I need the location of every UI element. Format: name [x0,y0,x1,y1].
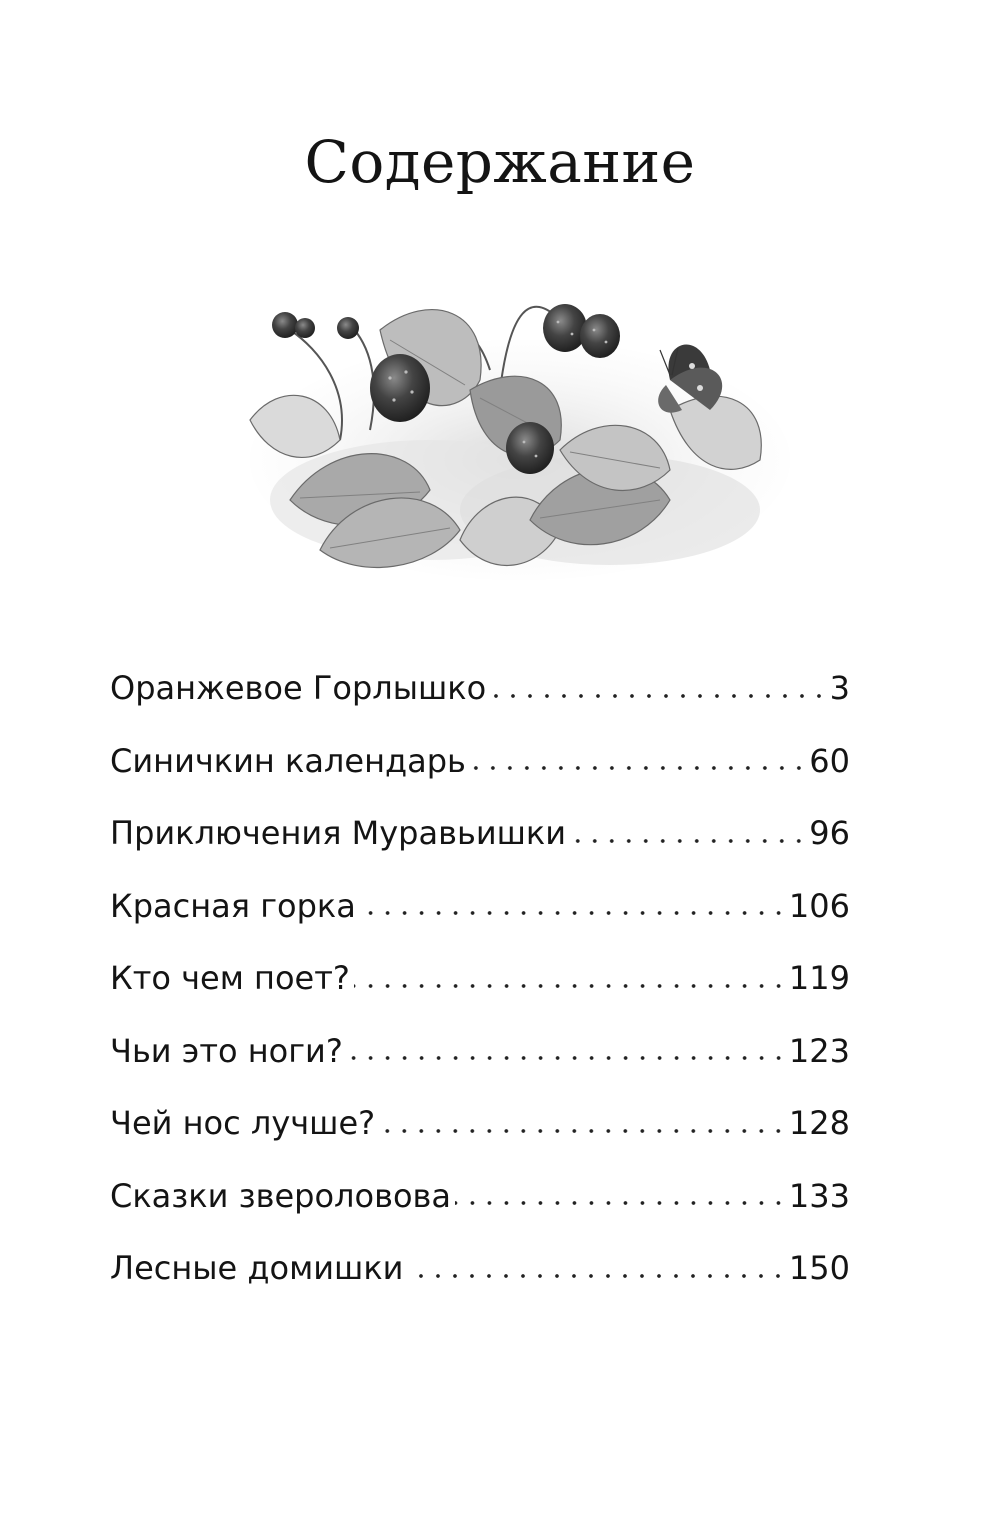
toc-entry-page: 119 [788,959,850,997]
toc-entry-title: Красная горка [110,886,356,925]
dot-leader [470,753,807,783]
toc-entry-page: 3 [829,669,850,707]
strawberry-butterfly-illustration [230,270,790,600]
toc-entry-page: 150 [788,1249,850,1287]
toc-entry[interactable] [110,1093,850,1166]
dot-leader [407,1261,786,1291]
dot-leader [360,898,787,928]
toc-entry-title: Синичкин календарь [110,741,466,780]
toc-entry-title: Лесные домишки [110,1249,404,1287]
toc-entry[interactable] [110,876,850,949]
toc-entry[interactable] [110,1021,850,1094]
toc-entry[interactable] [110,1166,850,1239]
toc-entry[interactable] [110,658,850,731]
toc-entry-title: Чей нос лучше? [110,1104,376,1142]
toc-entry-title: Сказки звероловова [110,1176,451,1215]
toc-entry[interactable] [110,731,850,804]
toc-entry[interactable] [110,948,850,1021]
page-title: Содержание [304,128,696,196]
dot-leader [490,681,827,711]
dot-leader [379,1116,787,1146]
toc-entry-page: 133 [788,1176,850,1215]
dot-leader [455,1188,787,1218]
table-of-contents [110,658,850,1311]
toc-entry[interactable] [110,803,850,876]
toc-entry-page: 123 [788,1031,850,1070]
dot-leader [570,826,807,856]
dot-leader [354,971,787,1001]
toc-entry-page: 106 [788,886,850,925]
toc-entry-page: 128 [788,1104,850,1142]
toc-entry-page: 96 [809,814,850,852]
toc-entry-title: Приключения Муравьишки [110,814,567,852]
dot-leader [347,1043,787,1073]
toc-entry-title: Чьи это ноги? [110,1031,343,1070]
toc-entry[interactable] [110,1238,850,1311]
toc-entry-page: 60 [809,741,850,780]
toc-entry-title: Оранжевое Горлышко [110,669,487,707]
toc-entry-title: Кто чем поет? [110,959,350,997]
